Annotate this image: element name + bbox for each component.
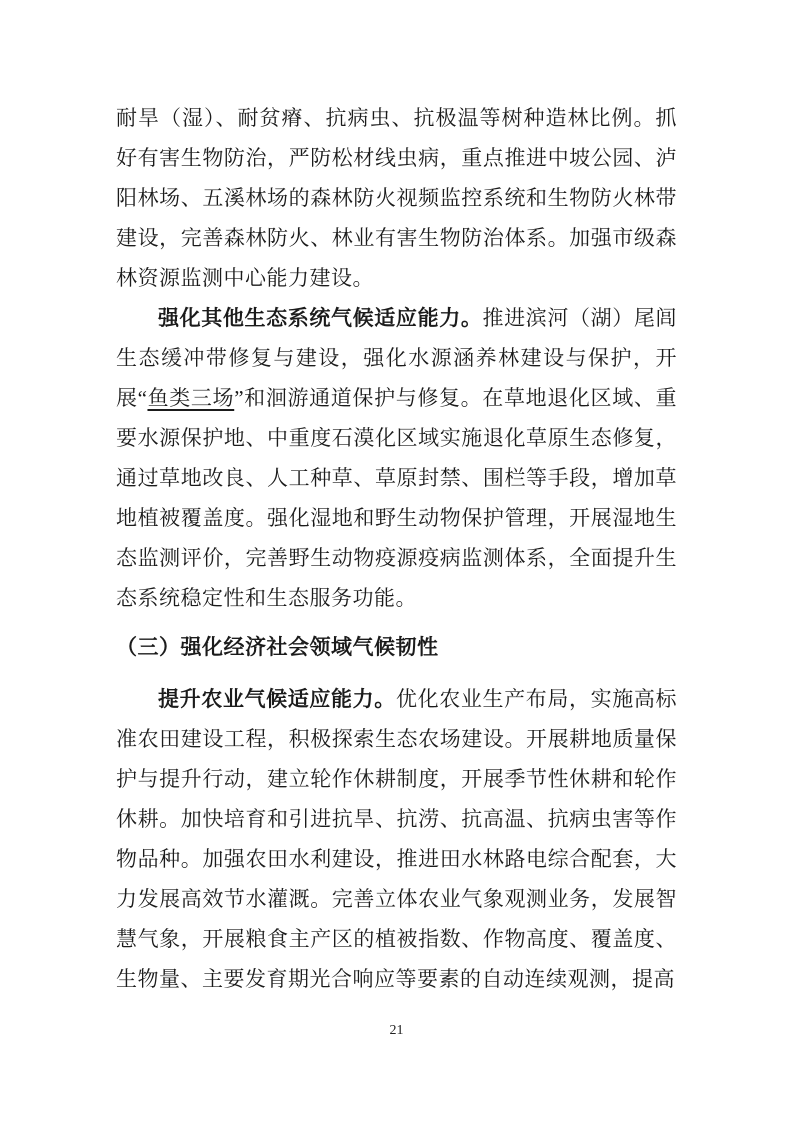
paragraph-ecosystem-bold-lead: 强化其他生态系统气候适应能力。 xyxy=(158,306,483,330)
paragraph-ecosystem-text-after-term: ”和洄游通道保护与修复。在草地退化区域、重要水源保护地、中重度石漠化区域实施退化草原生态修复，通过草地改良、人工种草、草原封禁、围栏等手段，增加草地植被覆盖度。强化湿地和野生动物保护管理，开展湿地生态监测评价，完善野生动物疫源疫病监测体系，全面提升生态系统稳定性和生态服务功能。 xyxy=(116,386,677,610)
underlined-term-fish-three-grounds: 鱼类三场 xyxy=(147,386,235,410)
paragraph-ecosystem-text-before-term: 推进滨河（湖）尾闾生态缓冲带修复与建设，强化水源涵养林建设与保护，开展“ xyxy=(116,306,678,410)
paragraph-forest-continuation: 耐旱（湿）、耐贫瘠、抗病虫、抗极温等树种造林比例。抓好有害生物防治，严防松材线虫病，重点推进中坡公园、泸阳林场、五溪林场的森林防火视频监控系统和生物防火林带建设，完善森林防火、林业有害生物防治体系。加强市级森林资源监测中心能力建设。 xyxy=(116,106,677,290)
document-text-block xyxy=(116,98,677,999)
section-heading-three: （三）强化经济社会领域气候韧性 xyxy=(116,635,439,659)
paragraph-agriculture-text: 优化农业生产布局，实施高标准农田建设工程，积极探索生态农场建设。开展耕地质量保护与提升行动，建立轮作休耕制度，开展季节性休耕和轮作休耕。加快培育和引进抗旱、抗涝、抗高温、抗病虫害等作物品种。加强农田水利建设，推进田水林路电综合配套，大力发展高效节水灌溉。完善立体农业气象观测业务，发展智慧气象，开展粮食主产区的植被指数、作物高度、覆盖度、生物量、主要发育期光合响应等要素的自动连续观测，提高 xyxy=(116,687,678,991)
page-number: 21 xyxy=(389,1023,404,1038)
paragraph-agriculture xyxy=(116,679,677,999)
paragraph-agriculture-bold-lead: 提升农业气候适应能力。 xyxy=(158,687,396,711)
paragraph-ecosystem xyxy=(116,298,677,618)
